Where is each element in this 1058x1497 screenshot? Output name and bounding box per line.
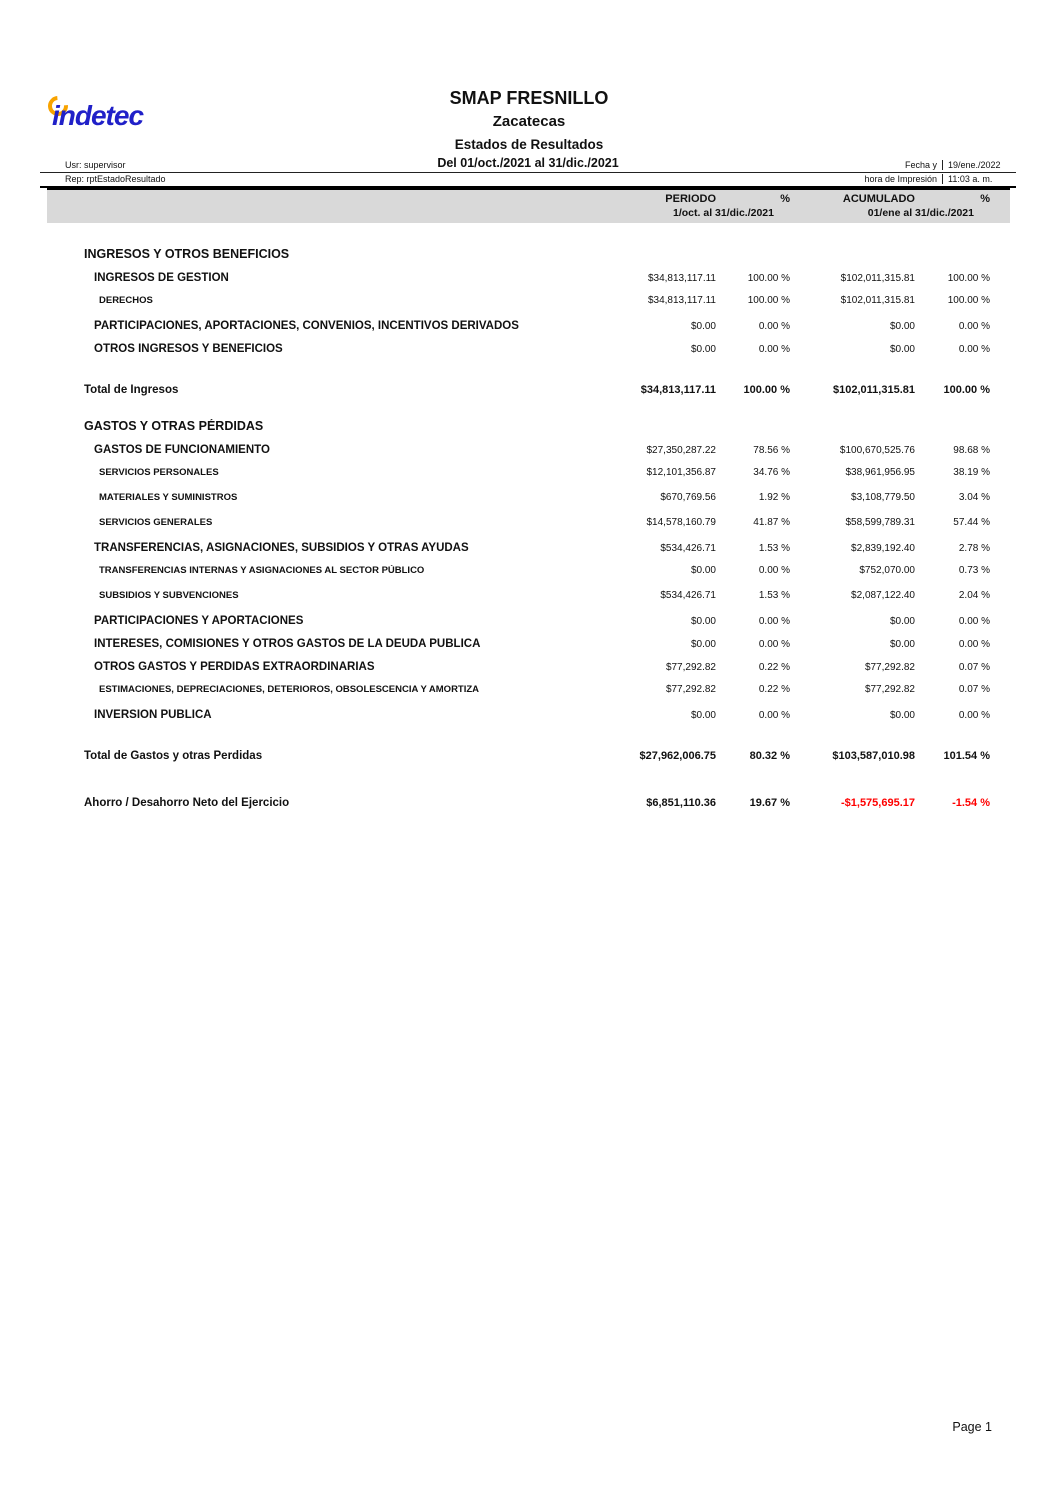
period-percent-cell: 80.32 % — [749, 750, 790, 762]
accumulated-percent-cell: 38.19 % — [953, 467, 990, 478]
period-amount-cell: $27,350,287.22 — [646, 445, 716, 456]
period-percent-cell: 0.22 % — [758, 684, 790, 695]
print-date-value: 19/ene./2022 — [942, 160, 1016, 170]
accumulated-percent-cell: 0.00 % — [958, 710, 990, 721]
report-title: Estados de Resultados — [454, 137, 604, 152]
period-amount-cell: $670,769.56 — [660, 492, 716, 503]
table-row — [47, 661, 1010, 678]
label-column-spacer — [47, 207, 586, 219]
accumulated-percent-cell: 2.04 % — [958, 590, 990, 601]
meta-row-1 — [40, 156, 1016, 173]
indetec-logo — [52, 100, 192, 144]
period-amount-cell: $0.00 — [690, 321, 716, 332]
row-label: DERECHOS — [99, 295, 153, 306]
accumulated-amount-cell: $0.00 — [889, 344, 915, 355]
period-percent-cell: 0.00 % — [758, 321, 790, 332]
row-label: Ahorro / Desahorro Neto del Ejercicio — [84, 797, 290, 809]
row-label: TRANSFERENCIAS INTERNAS Y ASIGNACIONES AL SECTOR PÚBLICO — [99, 565, 425, 576]
period-amount-cell: $77,292.82 — [665, 662, 716, 673]
row-label: GASTOS Y OTRAS PÉRDIDAS — [84, 419, 264, 433]
period-amount-cell: $0.00 — [690, 565, 716, 576]
column-subtitles — [47, 207, 990, 219]
period-percent-cell: 41.87 % — [753, 517, 790, 528]
print-time-value: 11:03 a. m. — [942, 174, 1016, 184]
accumulated-percent-cell: 2.78 % — [958, 543, 990, 554]
accumulated-amount-cell: $77,292.82 — [864, 684, 915, 695]
period-percent-cell: 34.76 % — [753, 467, 790, 478]
period-amount-cell: $534,426.71 — [660, 590, 716, 601]
table-row — [47, 295, 1010, 312]
date-range: Del 01/oct./2021 al 31/dic./2021 — [437, 156, 619, 170]
user-label: Usr: supervisor — [65, 160, 126, 170]
period-amount-cell: $534,426.71 — [660, 543, 716, 554]
table-row — [47, 247, 1010, 264]
table-row — [47, 272, 1010, 289]
period-amount-cell: $77,292.82 — [665, 684, 716, 695]
row-label: SERVICIOS PERSONALES — [99, 467, 219, 478]
period-amount-cell: $34,813,117.11 — [640, 384, 716, 396]
table-row — [47, 343, 1010, 360]
table-row — [47, 797, 1010, 814]
logo-text: indetec — [52, 100, 144, 131]
period-percent-cell: 0.00 % — [758, 639, 790, 650]
accumulated-amount-cell: $58,599,789.31 — [845, 517, 915, 528]
table-row — [47, 467, 1010, 484]
row-label: MATERIALES Y SUMINISTROS — [99, 492, 238, 503]
row-label: INTERESES, COMISIONES Y OTROS GASTOS DE LA DEUDA PÚBLICA — [94, 638, 481, 650]
period-percent-cell: 0.00 % — [758, 710, 790, 721]
table-row — [47, 384, 1010, 401]
accumulated-amount-cell: $102,011,315.81 — [833, 384, 915, 396]
row-label: PARTICIPACIONES, APORTACIONES, CONVENIOS, INCENTIVOS DERIVADOS — [94, 320, 519, 332]
accumulated-amount-cell: $0.00 — [889, 616, 915, 627]
table-row — [47, 709, 1010, 726]
accumulated-percent-cell: 0.07 % — [958, 684, 990, 695]
column-header-accumulated: ACUMULADO — [842, 193, 915, 205]
state-name: Zacatecas — [492, 113, 566, 130]
row-label: INGRESOS DE GESTIÓN — [94, 272, 229, 284]
period-amount-cell: $27,962,006.75 — [639, 750, 716, 762]
accumulated-percent-cell: 0.07 % — [958, 662, 990, 673]
accumulated-percent-cell: 0.73 % — [958, 565, 990, 576]
period-percent-cell: 1.92 % — [758, 492, 790, 503]
accumulated-amount-cell: $3,108,779.50 — [851, 492, 915, 503]
row-label: INGRESOS Y OTROS BENEFICIOS — [84, 247, 290, 261]
period-percent-cell: 100.00 % — [747, 295, 790, 306]
row-label: TRANSFERENCIAS, ASIGNACIONES, SUBSIDIOS Y OTRAS AYUDAS — [94, 542, 469, 554]
table-row — [47, 565, 1010, 582]
accumulated-amount-cell: $102,011,315.81 — [840, 295, 915, 306]
accumulated-amount-cell: -$1,575,695.17 — [840, 797, 915, 809]
accumulated-percent-cell: 100.00 % — [943, 384, 990, 396]
accumulated-amount-cell: $752,070.00 — [859, 565, 915, 576]
company-name: SMAP FRESNILLO — [449, 88, 609, 108]
period-amount-cell: $0.00 — [690, 639, 716, 650]
accumulated-amount-cell: $102,011,315.81 — [840, 273, 915, 284]
accumulated-amount-cell: $0.00 — [889, 710, 915, 721]
print-time-label: hora de Impresión — [864, 174, 937, 184]
page-footer: Page 1 — [952, 1420, 992, 1434]
table-row — [47, 492, 1010, 509]
table-row — [47, 638, 1010, 655]
period-amount-cell: $0.00 — [690, 616, 716, 627]
period-amount-cell: $34,813,117.11 — [647, 295, 716, 306]
accumulated-amount-cell: $77,292.82 — [864, 662, 915, 673]
row-label: PARTICIPACIONES Y APORTACIONES — [94, 615, 304, 627]
column-header-accumulated-range: 01/ene al 31/dic./2021 — [867, 207, 974, 219]
table-row — [47, 615, 1010, 632]
table-row — [47, 590, 1010, 607]
label-column-spacer — [47, 193, 586, 205]
report-id-label: Rep: rptEstadoResultado — [65, 174, 166, 184]
accumulated-percent-cell: 57.44 % — [953, 517, 990, 528]
table-row — [47, 542, 1010, 559]
accumulated-amount-cell: $103,587,010.98 — [832, 750, 915, 762]
period-percent-cell: 0.00 % — [758, 565, 790, 576]
row-label: SUBSIDIOS Y SUBVENCIONES — [99, 590, 239, 601]
period-amount-cell: $14,578,160.79 — [646, 517, 716, 528]
row-label: GASTOS DE FUNCIONAMIENTO — [94, 444, 270, 456]
accumulated-amount-cell: $0.00 — [889, 639, 915, 650]
period-amount-cell: $6,851,110.36 — [646, 797, 716, 809]
row-label: SERVICIOS GENERALES — [99, 517, 213, 528]
accumulated-amount-cell: $38,961,956.95 — [845, 467, 915, 478]
period-percent-cell: 100.00 % — [743, 384, 790, 396]
accumulated-percent-cell: 100.00 % — [947, 273, 990, 284]
column-header-period: PERIODO — [665, 193, 716, 205]
period-percent-cell: 0.22 % — [758, 662, 790, 673]
period-percent-cell: 19.67 % — [749, 797, 790, 809]
period-percent-cell: 0.00 % — [758, 344, 790, 355]
accumulated-amount-cell: $0.00 — [889, 321, 915, 332]
period-amount-cell: $34,813,117.11 — [647, 273, 716, 284]
accumulated-percent-cell: -1.54 % — [952, 797, 990, 809]
period-percent-cell: 1.53 % — [758, 543, 790, 554]
report-rows — [47, 223, 1010, 814]
period-percent-cell: 0.00 % — [758, 616, 790, 627]
period-amount-cell: $0.00 — [690, 344, 716, 355]
row-label: OTROS INGRESOS Y BENEFICIOS — [94, 343, 283, 355]
period-percent-cell: 1.53 % — [758, 590, 790, 601]
row-label: OTROS GASTOS Y PÉRDIDAS EXTRAORDINARIAS — [94, 661, 375, 673]
accumulated-percent-cell: 0.00 % — [958, 344, 990, 355]
table-row — [47, 517, 1010, 534]
meta-row-2 — [40, 173, 1016, 188]
row-label: Total de Gastos y otras Perdidas — [84, 750, 263, 762]
column-header-band — [47, 188, 1010, 223]
period-amount-cell: $0.00 — [690, 710, 716, 721]
column-header-period-percent: % — [780, 193, 790, 205]
column-header-period-range: 1/oct. al 31/dic./2021 — [673, 207, 774, 219]
table-row — [47, 320, 1010, 337]
accumulated-percent-cell: 0.00 % — [958, 321, 990, 332]
column-titles — [47, 193, 990, 205]
table-row — [47, 419, 1010, 436]
table-row — [47, 444, 1010, 461]
print-date — [756, 160, 1016, 170]
print-time — [756, 174, 1016, 184]
period-amount-cell: $12,101,356.87 — [646, 467, 716, 478]
accumulated-percent-cell: 98.68 % — [953, 445, 990, 456]
row-label: INVERSIÓN PÚBLICA — [94, 709, 212, 721]
period-percent-cell: 78.56 % — [753, 445, 790, 456]
accumulated-amount-cell: $2,087,122.40 — [851, 590, 915, 601]
print-date-label: Fecha y — [904, 160, 937, 170]
accumulated-amount-cell: $2,839,192.40 — [851, 543, 915, 554]
accumulated-percent-cell: 101.54 % — [943, 750, 990, 762]
table-row — [47, 684, 1010, 701]
accumulated-percent-cell: 0.00 % — [958, 639, 990, 650]
period-percent-cell: 100.00 % — [747, 273, 790, 284]
accumulated-percent-cell: 100.00 % — [947, 295, 990, 306]
row-label: ESTIMACIONES, DEPRECIACIONES, DETERIOROS, OBSOLESCENCIA Y AMORTIZA — [99, 684, 480, 695]
table-row — [47, 750, 1010, 767]
row-label: Total de Ingresos — [84, 384, 179, 396]
accumulated-amount-cell: $100,670,525.76 — [839, 445, 915, 456]
accumulated-percent-cell: 3.04 % — [958, 492, 990, 503]
report-meta — [40, 156, 1016, 188]
column-header-accumulated-percent: % — [980, 193, 990, 205]
accumulated-percent-cell: 0.00 % — [958, 616, 990, 627]
